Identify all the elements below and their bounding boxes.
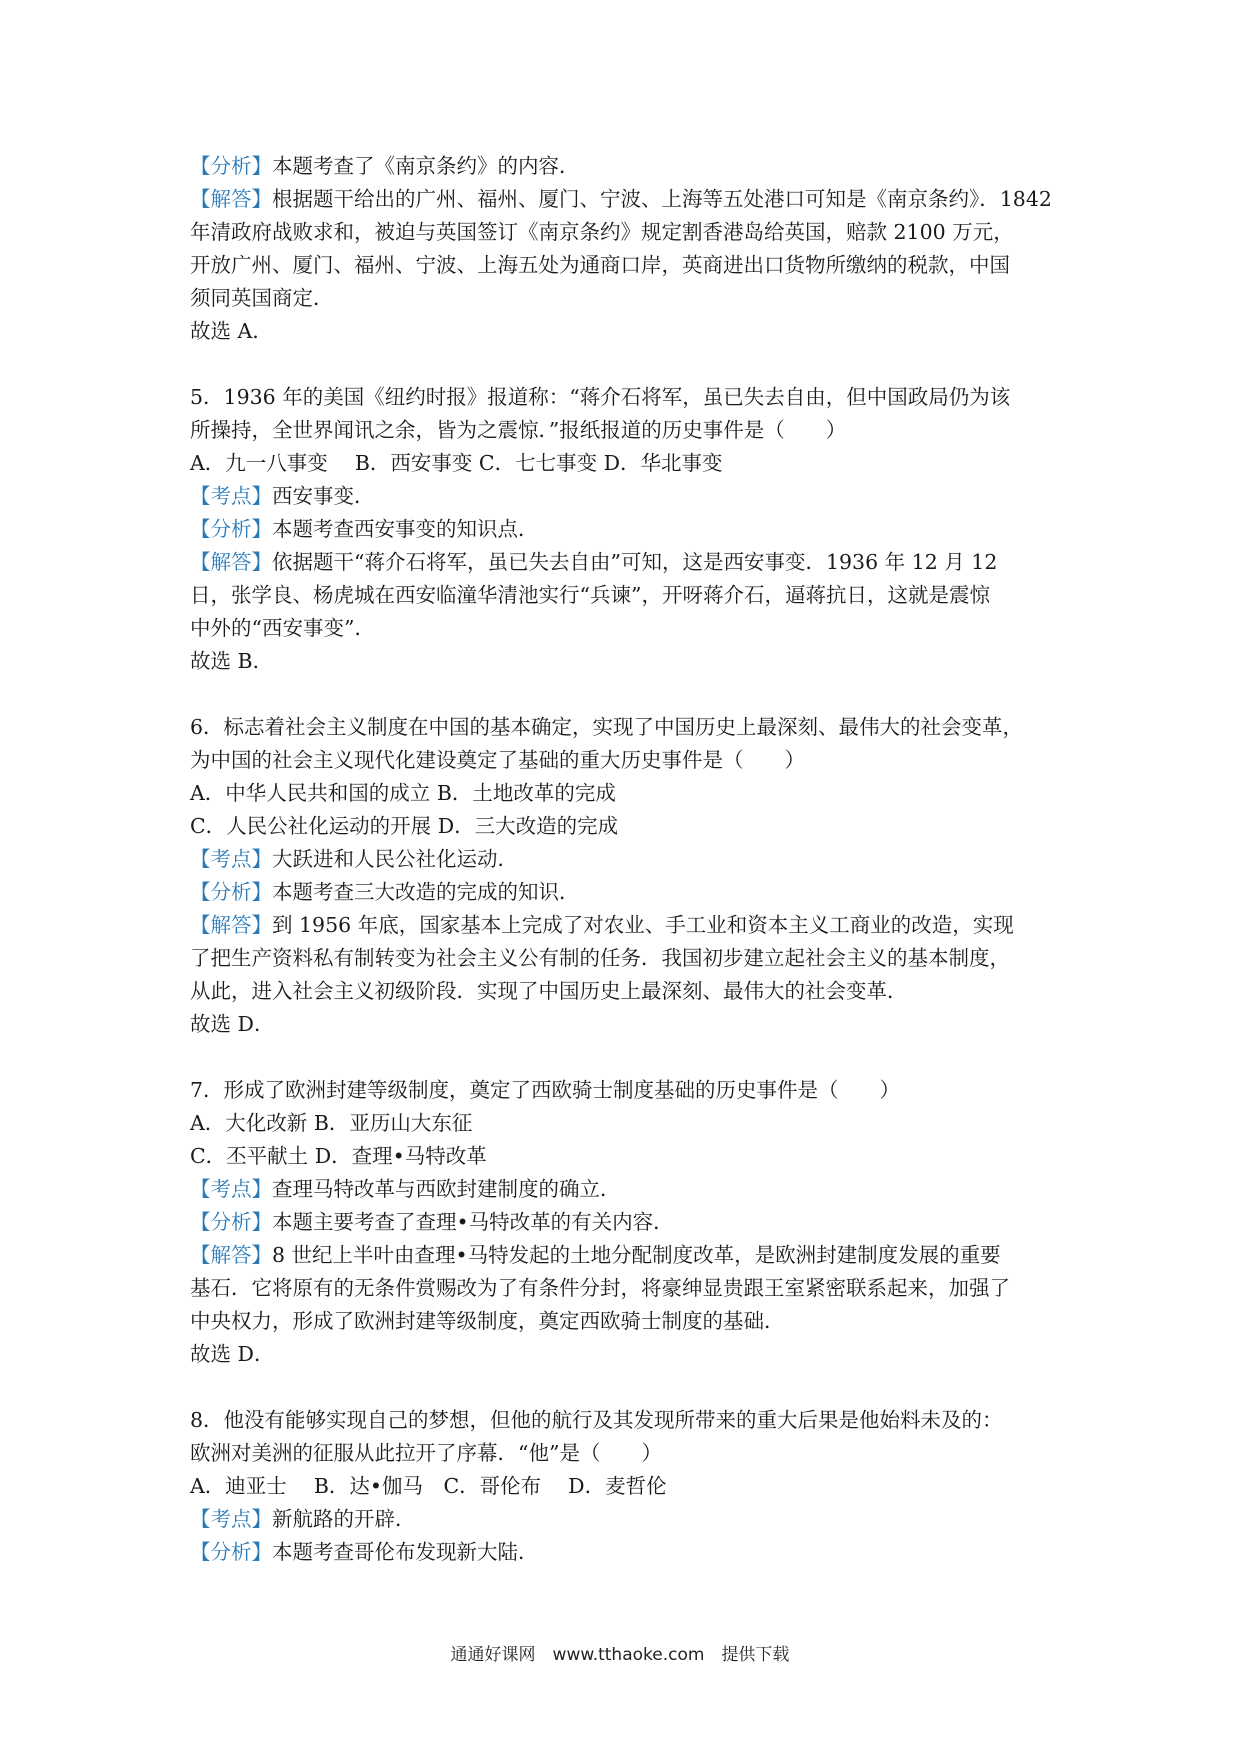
analysis-tag: 【分析】: [190, 154, 272, 178]
answer-line: 故选 A．: [190, 319, 273, 343]
question-options: A．迪亚士 B．达•伽马 C．哥伦布 D．麦哲伦: [190, 1474, 667, 1498]
solution-line: 中外的“西安事变”．: [190, 616, 375, 640]
topic-line: 【考点】查理马特改革与西欧封建制度的确立．: [190, 1177, 621, 1201]
analysis-tag: 【分析】: [190, 880, 272, 904]
topic-tag: 【考点】: [190, 484, 272, 508]
question-options: A．九一八事变 B．西安事变 C．七七事变 D．华北事变: [190, 451, 723, 475]
analysis-tag: 【分析】: [190, 517, 272, 541]
answer-line: 故选 D．: [190, 1342, 275, 1366]
page-footer: 通通好课网 www.tthaoke.com 提供下载: [450, 1645, 790, 1665]
question-8: [190, 1404, 1070, 1569]
solution-line: 日，张学良、杨虎城在西安临潼华清池实行“兵谏”，开呀蒋介石，逼蒋抗日，这就是震惊: [190, 583, 990, 607]
solution-line: 了把生产资料私有制转变为社会主义公有制的任务．我国初步建立起社会主义的基本制度，: [190, 946, 1010, 970]
solution-line: 【解答】8 世纪上半叶由查理•马特发起的土地分配制度改革，是欧洲封建制度发展的重要: [190, 1243, 1001, 1267]
solution-line: 【解答】依据题干“蒋介石将军，虽已失去自由”可知，这是西安事变．1936 年 12 月 12: [190, 550, 998, 574]
solution-tag: 【解答】: [190, 187, 272, 211]
solution-tag: 【解答】: [190, 550, 272, 574]
solution-tag: 【解答】: [190, 913, 272, 937]
question-6: [190, 711, 1070, 1041]
solution-line: 开放广州、厦门、福州、宁波、上海五处为通商口岸，英商进出口货物所缴纳的税款，中国: [190, 253, 1010, 277]
solution-line: 从此，进入社会主义初级阶段．实现了中国历史上最深刻、最伟大的社会变革．: [190, 979, 908, 1003]
topic-line: 【考点】大跃进和人民公社化运动．: [190, 847, 518, 871]
solution-line: 须同英国商定．: [190, 286, 334, 310]
question-stem: 欧洲对美洲的征服从此拉开了序幕．“他”是（ ）: [190, 1441, 662, 1465]
question-7: [190, 1074, 1070, 1371]
answer-line: 故选 B．: [190, 649, 274, 673]
question-stem: 所操持，全世界闻讯之余，皆为之震惊．”报纸报道的历史事件是（ ）: [190, 418, 847, 442]
topic-line: 【考点】西安事变．: [190, 484, 375, 508]
analysis-line: 【分析】本题考查了《南京条约》的内容．: [190, 154, 580, 178]
question-options: C．人民公社化运动的开展 D．三大改造的完成: [190, 814, 619, 838]
question-stem: 7．形成了欧洲封建等级制度，奠定了西欧骑士制度基础的历史事件是（ ）: [190, 1078, 901, 1102]
solution-line: 【解答】根据题干给出的广州、福州、厦门、宁波、上海等五处港口可知是《南京条约》．1842: [190, 187, 1052, 211]
question-5: [190, 381, 1070, 678]
topic-tag: 【考点】: [190, 1177, 272, 1201]
analysis-line: 【分析】本题考查西安事变的知识点．: [190, 517, 539, 541]
question-options: C．丕平献土 D．查理•马特改革: [190, 1144, 487, 1168]
analysis-line: 【分析】本题主要考查了查理•马特改革的有关内容．: [190, 1210, 674, 1234]
solution-line: 【解答】到 1956 年底，国家基本上完成了对农业、手工业和资本主义工商业的改造，实现: [190, 913, 1014, 937]
question-stem: 6．标志着社会主义制度在中国的基本确定，实现了中国历史上最深刻、最伟大的社会变革，: [190, 715, 1024, 739]
question-stem: 为中国的社会主义现代化建设奠定了基础的重大历史事件是（ ）: [190, 748, 805, 772]
topic-tag: 【考点】: [190, 1507, 272, 1531]
solution-tag: 【解答】: [190, 1243, 272, 1267]
solution-line: 基石．它将原有的无条件赏赐改为了有条件分封，将豪绅显贵跟王室紧密联系起来，加强了: [190, 1276, 1010, 1300]
analysis-tag: 【分析】: [190, 1210, 272, 1234]
analysis-line: 【分析】本题考查三大改造的完成的知识．: [190, 880, 580, 904]
q4-analysis-block: [190, 150, 1070, 348]
exam-content: [190, 150, 1070, 1569]
question-stem: 8．他没有能够实现自己的梦想，但他的航行及其发现所带来的重大后果是他始料未及的：: [190, 1408, 1003, 1432]
topic-line: 【考点】新航路的开辟．: [190, 1507, 416, 1531]
question-stem: 5．1936 年的美国《纽约时报》报道称：“蒋介石将军，虽已失去自由，但中国政局仍为该: [190, 385, 1011, 409]
analysis-tag: 【分析】: [190, 1540, 272, 1564]
question-options: A．中华人民共和国的成立 B．土地改革的完成: [190, 781, 616, 805]
question-options: A．大化改新 B．亚历山大东征: [190, 1111, 473, 1135]
solution-line: 中央权力，形成了欧洲封建等级制度，奠定西欧骑士制度的基础．: [190, 1309, 785, 1333]
solution-line: 年清政府战败求和，被迫与英国签订《南京条约》规定割香港岛给英国，赔款 2100 万元，: [190, 220, 1014, 244]
topic-tag: 【考点】: [190, 847, 272, 871]
analysis-line: 【分析】本题考查哥伦布发现新大陆．: [190, 1540, 539, 1564]
answer-line: 故选 D．: [190, 1012, 275, 1036]
